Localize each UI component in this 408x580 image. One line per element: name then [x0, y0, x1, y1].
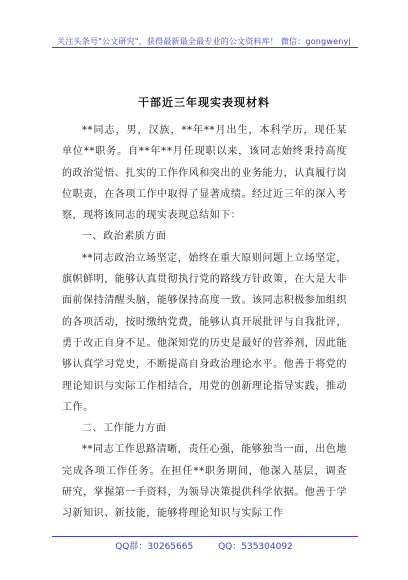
political-paragraph: **同志政治立场坚定，始终在重大原则问题上立场坚定，旗帜鲜明，能够认真贯彻执行党的路线方针政策，在大是大非面前保持清醒头脑，能够保持高度一致。该同志积极参加组织的各项活动，按时缴纳党费，能够认真开展批评与自我批评，勇于改正自身不足。他深知党的历史是最好的营养剂，因此能够认真学习党史，不断提高自身政治理论水平。他善于将党的理论知识与实际工作相结合，用党的创新理论指导实践，推动工作。 — [62, 252, 347, 413]
section-heading-ability: 二、工作能力方面 — [82, 423, 167, 435]
document-body — [62, 120, 347, 525]
qq-group-number: QQ群：30265665 — [115, 542, 194, 552]
header-banner: 关注头条号"公文研究"，获得最新最全最专业的公文资料库！ 微信：gongwenyj — [57, 37, 351, 46]
footer-contacts — [0, 539, 408, 552]
footer-divider — [52, 536, 358, 537]
qq-number: QQ：535304092 — [218, 542, 293, 552]
document-title: 干部近三年现实表现材料 — [138, 96, 270, 109]
header-divider — [52, 47, 358, 48]
intro-paragraph: **同志，男，汉族，**年**月出生，本科学历，现任某单位**职务。自**年**月任现职以来，该同志始终秉持高度的政治觉悟、扎实的工作作风和突出的业务能力，认真履行岗位职责，在各项工作中取得了显著成绩。经过近三年的深入考察，现将该同志的现实表现总结如下： — [62, 125, 347, 222]
ability-paragraph: **同志工作思路清晰，责任心强，能够独当一面，出色地完成各项工作任务。在担任**职务期间，他深入基层，调查研究，掌握第一手资料，为领导决策提供科学依据。他善于学习新知识、新技能，能够将理论知识与实际工作 — [62, 444, 347, 520]
section-heading-political: 一、政治素质方面 — [82, 231, 167, 243]
